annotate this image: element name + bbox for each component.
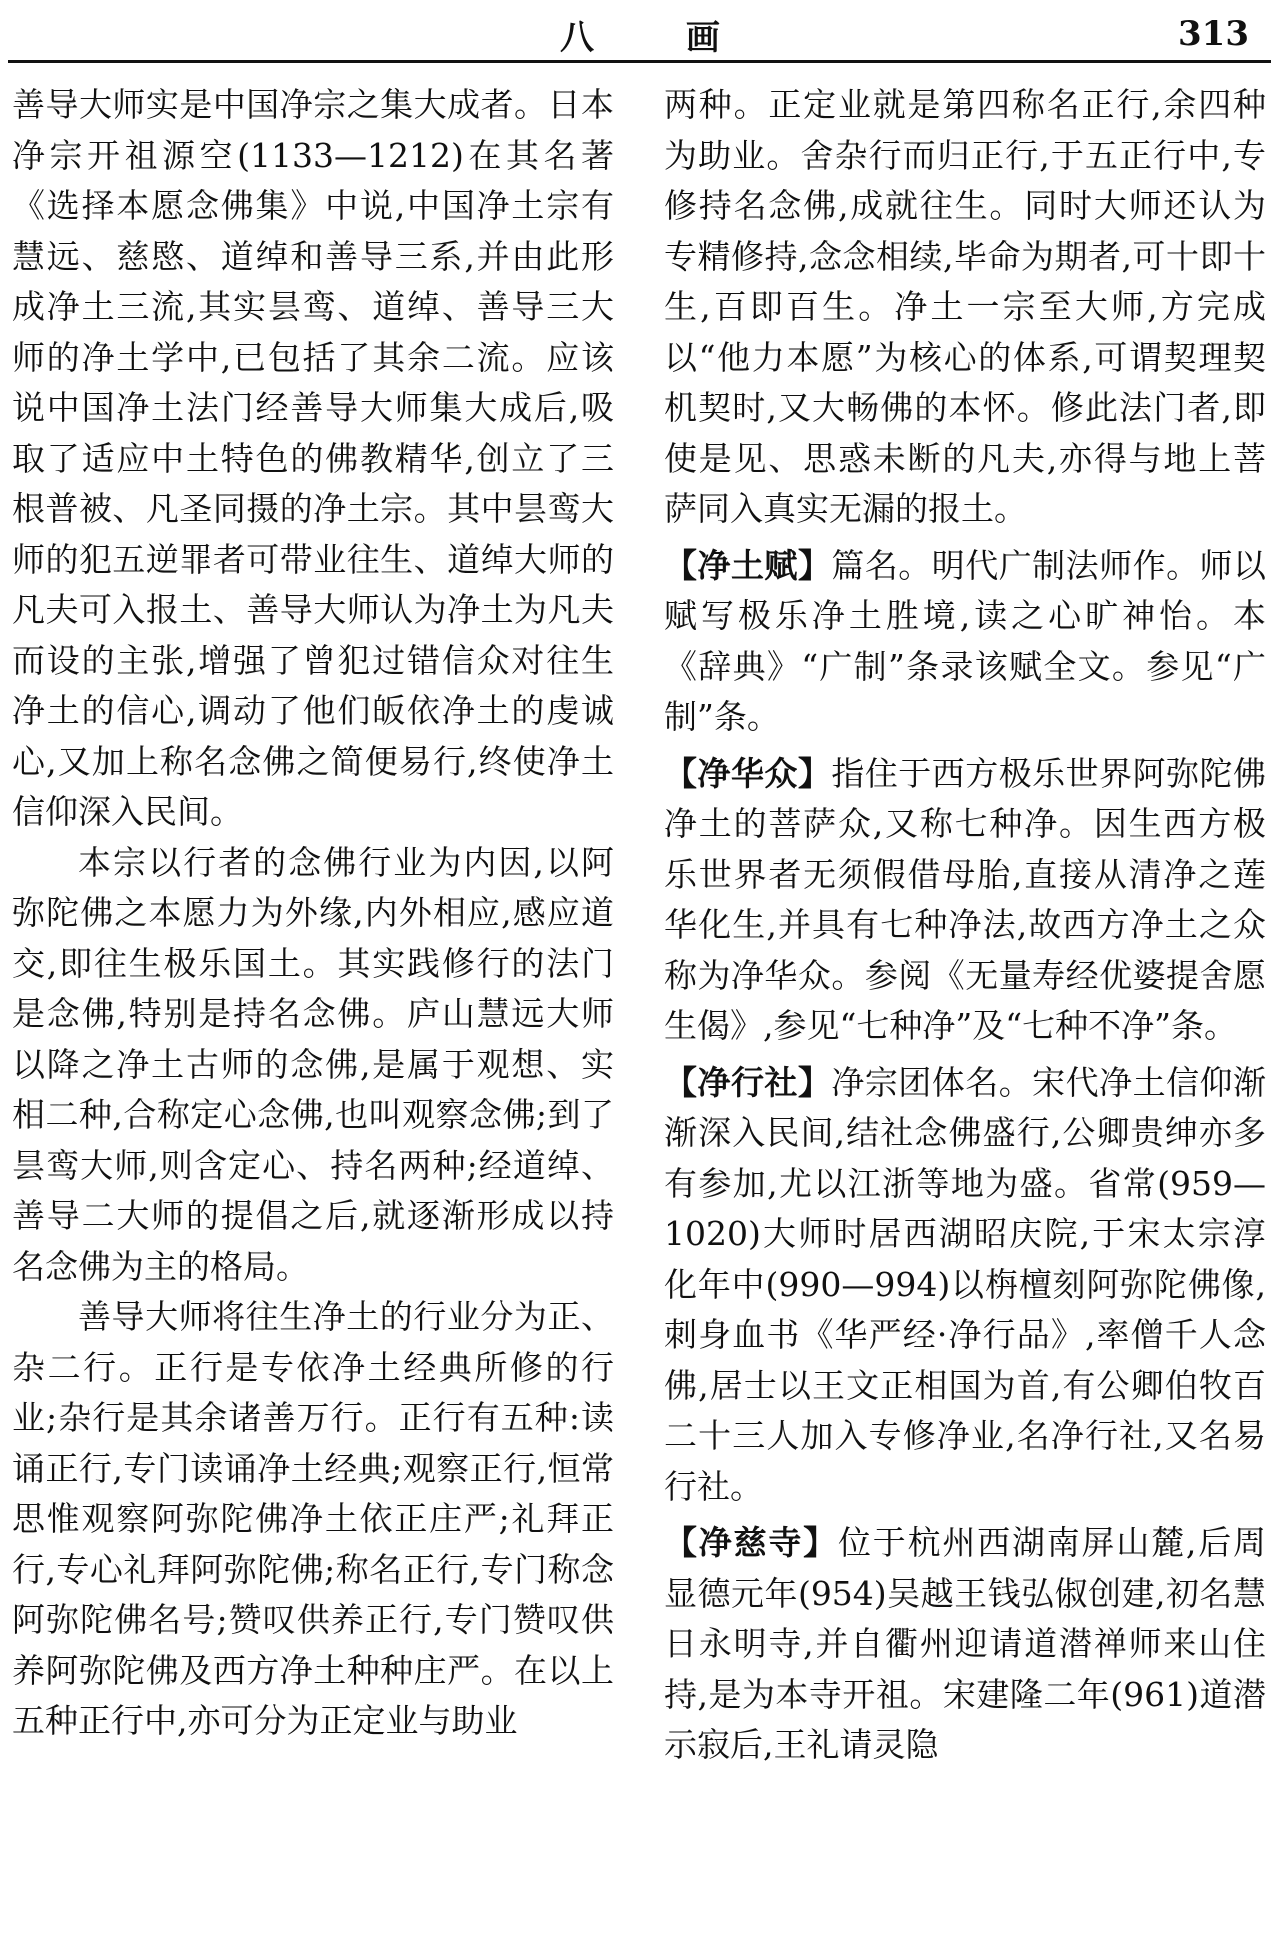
entry-term: 【净慈寺】 xyxy=(664,1523,838,1562)
entry-term: 【净土赋】 xyxy=(664,545,832,585)
entry-text: 篇名。明代广制法师作。师以赋写极乐净土胜境,读之心旷神怡。本《辞典》“广制”条录该赋全文。参见“广制”条。 xyxy=(664,545,1267,736)
right-column xyxy=(664,80,1266,1771)
entry-text: 净宗团体名。宋代净土信仰渐渐深入民间,结社念佛盛行,公卿贵绅亦多有参加,尤以江浙等地为盛。省常(959—1020)大师时居西湖昭庆院,于宋太宗淳化年中(990—994)以栴檀刻阿弥陀佛像,刺身血书《华严经·净行品》,率僧千人念佛,居士以王文正相国为首,有公卿伯牧百二十三人加入专修净业,名净行社,又名易行社。 xyxy=(664,1062,1267,1506)
header-rule xyxy=(8,60,1271,63)
dictionary-entry xyxy=(664,541,1266,743)
dictionary-entry xyxy=(664,1058,1266,1513)
dictionary-entry xyxy=(664,749,1266,1052)
entry-text: 指住于西方极乐世界阿弥陀佛净土的菩萨众,又称七种净。因生西方极乐世界者无须假借母胎,直接从清净之莲华化生,并具有七种净法,故西方净土之众称为净华众。参阅《无量寿经优婆提舍愿生偈》,参见“七种净”及“七种不净”条。 xyxy=(664,753,1267,1045)
left-column xyxy=(12,80,614,1747)
paragraph: 善导大师将往生净土的行业分为正、杂二行。正行是专依净土经典所修的行业;杂行是其余诸善万行。正行有五种:读诵正行,专门读诵净土经典;观察正行,恒常思惟观察阿弥陀佛净土依正庄严;礼拜正行,专心礼拜阿弥陀佛;称名正行,专门称念阿弥陀佛名号;赞叹供养正行,专门赞叹供养阿弥陀佛及西方净土种种庄严。在以上五种正行中,亦可分为正定业与助业 xyxy=(12,1297,614,1740)
running-head: 八 画 xyxy=(560,18,760,58)
paragraph: 本宗以行者的念佛行业为内因,以阿弥陀佛之本愿力为外缘,内外相应,感应道交,即往生极乐国土。其实践修行的法门是念佛,特别是持名念佛。庐山慧远大师以降之净土古师的念佛,是属于观想、实相二种,合称定心念佛,也叫观察念佛;到了昙鸾大师,则含定心、持名两种;经道绰、善导二大师的提倡之后,就逐渐形成以持名念佛为主的格局。 xyxy=(12,842,614,1286)
page-number: 313 xyxy=(1178,14,1249,54)
page-header xyxy=(0,0,1279,64)
paragraph: 善导大师实是中国净宗之集大成者。日本净宗开祖源空(1133—1212)在其名著《选择本愿念佛集》中说,中国净土宗有慧远、慈愍、道绰和善导三系,并由此形成净土三流,其实昙鸾、道绰、善导三大师的净土学中,已包括了其余二流。应该说中国净土法门经善导大师集大成后,吸取了适应中土特色的佛教精华,创立了三根普被、凡圣同摄的净土宗。其中昙鸾大师的犯五逆罪者可带业往生、道绰大师的凡夫可入报土、善导大师认为净土为凡夫而设的主张,增强了曾犯过错信众对往生净土的信心,调动了他们皈依净土的虔诚心,又加上称名念佛之简便易行,终使净土信仰深入民间。 xyxy=(12,85,614,831)
entry-text: 位于杭州西湖南屏山麓,后周显德元年(954)吴越王钱弘俶创建,初名慧日永明寺,并自衢州迎请道潜禅师来山住持,是为本寺开祖。宋建隆二年(961)道潜示寂后,王礼请灵隐 xyxy=(664,1523,1267,1764)
dictionary-entry xyxy=(664,1518,1266,1771)
entry-term: 【净华众】 xyxy=(664,753,832,793)
paragraph: 两种。正定业就是第四称名正行,余四种为助业。舍杂行而归正行,于五正行中,专修持名念佛,成就往生。同时大师还认为专精修持,念念相续,毕命为期者,可十即十生,百即百生。净土一宗至大师,方完成以“他力本愿”为核心的体系,可谓契理契机契时,又大畅佛的本怀。修此法门者,即使是见、思惑未断的凡夫,亦得与地上菩萨同入真实无漏的报土。 xyxy=(664,85,1266,528)
entry-term: 【净行社】 xyxy=(664,1062,832,1102)
